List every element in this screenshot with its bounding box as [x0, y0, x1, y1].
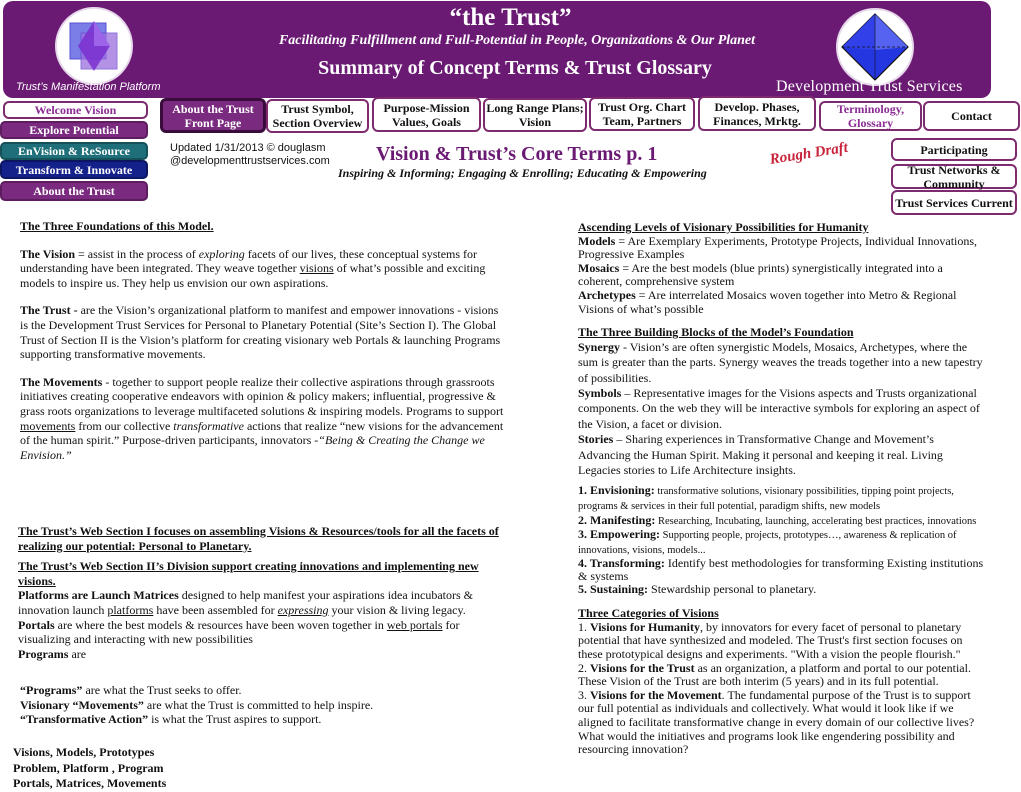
- synergy-definition: Synergy - Vision’s are often synergistic Models, Mosaics, Archetypes, where the sum is greater than the parts. Synergy weaves the treads together into a new tapestry of possibilities.: [578, 339, 983, 385]
- movements-aim: Visionary “Movements” are what the Trust is committed to help inspire.: [20, 697, 374, 712]
- nav-contact[interactable]: Contact: [923, 101, 1020, 131]
- programs-paragraph: Programs are: [18, 646, 87, 661]
- site-title: “the Trust”: [449, 4, 572, 31]
- web-portals-link[interactable]: web portals: [386, 617, 443, 632]
- stage-sustaining: 5. Sustaining: Stewardship personal to planetary.: [578, 581, 817, 596]
- rough-draft-stamp: Rough Draft: [768, 139, 849, 168]
- programs-aim: “Programs” are what the Trust seeks to offer.: [20, 683, 242, 697]
- section-1-heading: The Trust’s Web Section I focuses on assembling Visions & Resources/tools for all the facets of realizing our potential: Personal to Planetary.: [18, 524, 499, 553]
- nav-purpose-mission[interactable]: Purpose-Mission Values, Goals: [372, 97, 481, 132]
- nav-develop-phases[interactable]: Develop. Phases, Finances, Mrktg.: [698, 96, 816, 131]
- platform-label: Trust’s Manifestation Platform: [16, 81, 161, 93]
- nav-org-chart[interactable]: Trust Org. Chart Team, Partners: [589, 97, 695, 131]
- left-column: [20, 219, 506, 462]
- symbols-definition: Symbols – Representative images for the Visions aspects and Trusts organizational components. On the web they will be interactive symbols for exploring an aspect of the Vision, a facet or division.: [578, 385, 980, 431]
- section-2-heading: The Trust’s Web Section II’s Division support creating innovations and implementing new visions.: [18, 559, 479, 588]
- trust-aims: [20, 683, 506, 727]
- core-terms-title: Vision & Trust’s Core Terms p. 1: [376, 143, 658, 165]
- mosaics-definition: Mosaics = Are the best models (blue prints) synergistically integrated into a coherent, comprehensive system: [578, 260, 943, 289]
- nav-transform-innovate[interactable]: Transform & Innovate: [0, 160, 148, 179]
- nav-explore-potential[interactable]: Explore Potential: [0, 121, 148, 139]
- nav-envision-resource[interactable]: EnVision & ReSource: [0, 142, 148, 160]
- movements-link[interactable]: movements: [20, 418, 76, 433]
- category-humanity: 1. Visions for Humanity, by innovators for every facet of personal to planetary potential that have synthesized and modeled. The Trust's first section focuses on these prototypical designs and experiments. "With a vision the people flourish.": [578, 619, 963, 661]
- nav-trust-symbol[interactable]: Trust Symbol, Section Overview: [266, 99, 369, 133]
- platforms-link[interactable]: platforms: [107, 602, 154, 617]
- nav-participating[interactable]: Participating: [891, 138, 1017, 161]
- blocks-title: The Three Building Blocks of the Model’s Foundation: [578, 325, 854, 340]
- term-list-item: Problem, Platform , Program: [13, 760, 164, 775]
- nav-welcome-vision[interactable]: Welcome Vision: [3, 101, 148, 119]
- stage-manifesting: 2. Manifesting: Researching, Incubating, launching, accelerating best practices, innovations: [578, 512, 977, 527]
- archetypes-definition: Archetypes = Are interrelated Mosaics woven together into Metro & Regional Visions of what’s possible: [578, 287, 957, 316]
- categories-title: Three Categories of Visions: [578, 606, 719, 621]
- category-trust: 2. Visions for the Trust as an organization, a platform and portal to our potential. These Vision of the Trust are both interim (5 years) and in its full potential.: [578, 660, 971, 689]
- vision-paragraph: The Vision = assist in the process of exploring facets of our lives, these conceptual systems for understanding have been integrated. They weave together visions of what’s possible and exciting models to inspire us. They help us envision our own aspirations.: [20, 246, 486, 290]
- platforms-paragraph: Platforms are Launch Matrices designed to help manifest your aspirations idea incubators & innovation launch platforms have been assembled for expressing your vision & living legacy.: [18, 588, 474, 617]
- page-heading: Summary of Concept Terms & Trust Glossary: [318, 57, 712, 79]
- term-list-item: Visions, Models, Prototypes: [13, 745, 155, 759]
- nav-trust-services[interactable]: Trust Services Current: [891, 190, 1017, 215]
- nav-long-range[interactable]: Long Range Plans; Vision: [483, 98, 587, 132]
- nav-trust-networks[interactable]: Trust Networks & Community: [891, 164, 1017, 189]
- updated-note: [170, 142, 330, 168]
- updated-email[interactable]: @developmenttrustservices.com: [170, 155, 330, 167]
- term-list: [13, 745, 313, 792]
- category-movement: 3. Visions for the Movement. The fundamental purpose of the Trust is to support our full potential as individuals and collectively. What would it look like if we aligned to facilitate transformative change in every domain of our collective lives? What would the initiatives and programs look like engendering possibility and resourcing innovation?: [578, 687, 975, 757]
- stage-envisioning: 1. Envisioning: transformative solutions, visionary possibilities, tipping point projects, programs & services in their full potential, paradigm shifts, new models: [578, 483, 954, 512]
- term-list-item: Portals, Matrices, Movements: [13, 776, 167, 790]
- foundations-title: The Three Foundations of this Model.: [20, 219, 214, 233]
- trust-paragraph: The Trust - are the Vision’s organizational platform to manifest and empower innovations - visions is the Development Trust Services for Personal to Planetary Potential (Site’s Section I). The Global Trust of Section II is the Vision’s platform for creating visionary web Portals & launching Programs supporting transformative movements.: [20, 303, 501, 362]
- stage-transforming: 4. Transforming: Identify best methodologies for transforming Existing institutions & systems: [578, 556, 984, 583]
- org-name: Development Trust Services: [776, 78, 963, 95]
- models-definition: Models = Are Exemplary Experiments, Prototype Projects, Individual Innovations, Progressive Examples: [578, 233, 978, 262]
- stage-empowering: 3. Empowering: Supporting people, projects, prototypes…, awareness & replication of innovations, visions, models...: [578, 527, 957, 556]
- updated-date: Updated 1/31/2013 © douglasm: [170, 142, 326, 154]
- right-column: [578, 221, 988, 757]
- nav-about-trust[interactable]: About the Trust: [0, 181, 148, 201]
- left-column-sections: [18, 524, 506, 661]
- levels-title: Ascending Levels of Visionary Possibilities for Humanity: [578, 220, 869, 234]
- movements-paragraph: The Movements - together to support people realize their collective aspirations through grassroots initiatives creating cooperative endeavors with opinion & policy makers; influential, progressive & grass roots organizations to leverage multifaceted solutions & inspiring models. Programs to support movements from our collective transformative actions that realize “new visions for the advancement of the human spirit.” Purpose-driven participants, innovators -“Being & Creating the Change we Envision.”: [20, 374, 504, 462]
- site-tagline: Facilitating Fulfillment and Full-Potential in People, Organizations & Our Planet: [278, 33, 756, 48]
- portals-paragraph: Portals are where the best models & resources have been woven together in web portals for visualizing and interacting with new possibilities: [18, 617, 460, 647]
- stories-definition: Stories – Sharing experiences in Transformative Change and Movement’s Advancing the Human Spirit. Making it personal and keeping it real. Living Legacies stories to Life Architecture insights.: [578, 432, 943, 477]
- nav-terminology[interactable]: Terminology, Glossary: [819, 101, 922, 131]
- action-aim: “Transformative Action” is what the Trust aspires to support.: [20, 712, 322, 727]
- nav-front-page[interactable]: About the Trust Front Page: [160, 98, 266, 133]
- core-terms-subtitle: Inspiring & Informing; Engaging & Enrolling; Educating & Empowering: [338, 166, 707, 180]
